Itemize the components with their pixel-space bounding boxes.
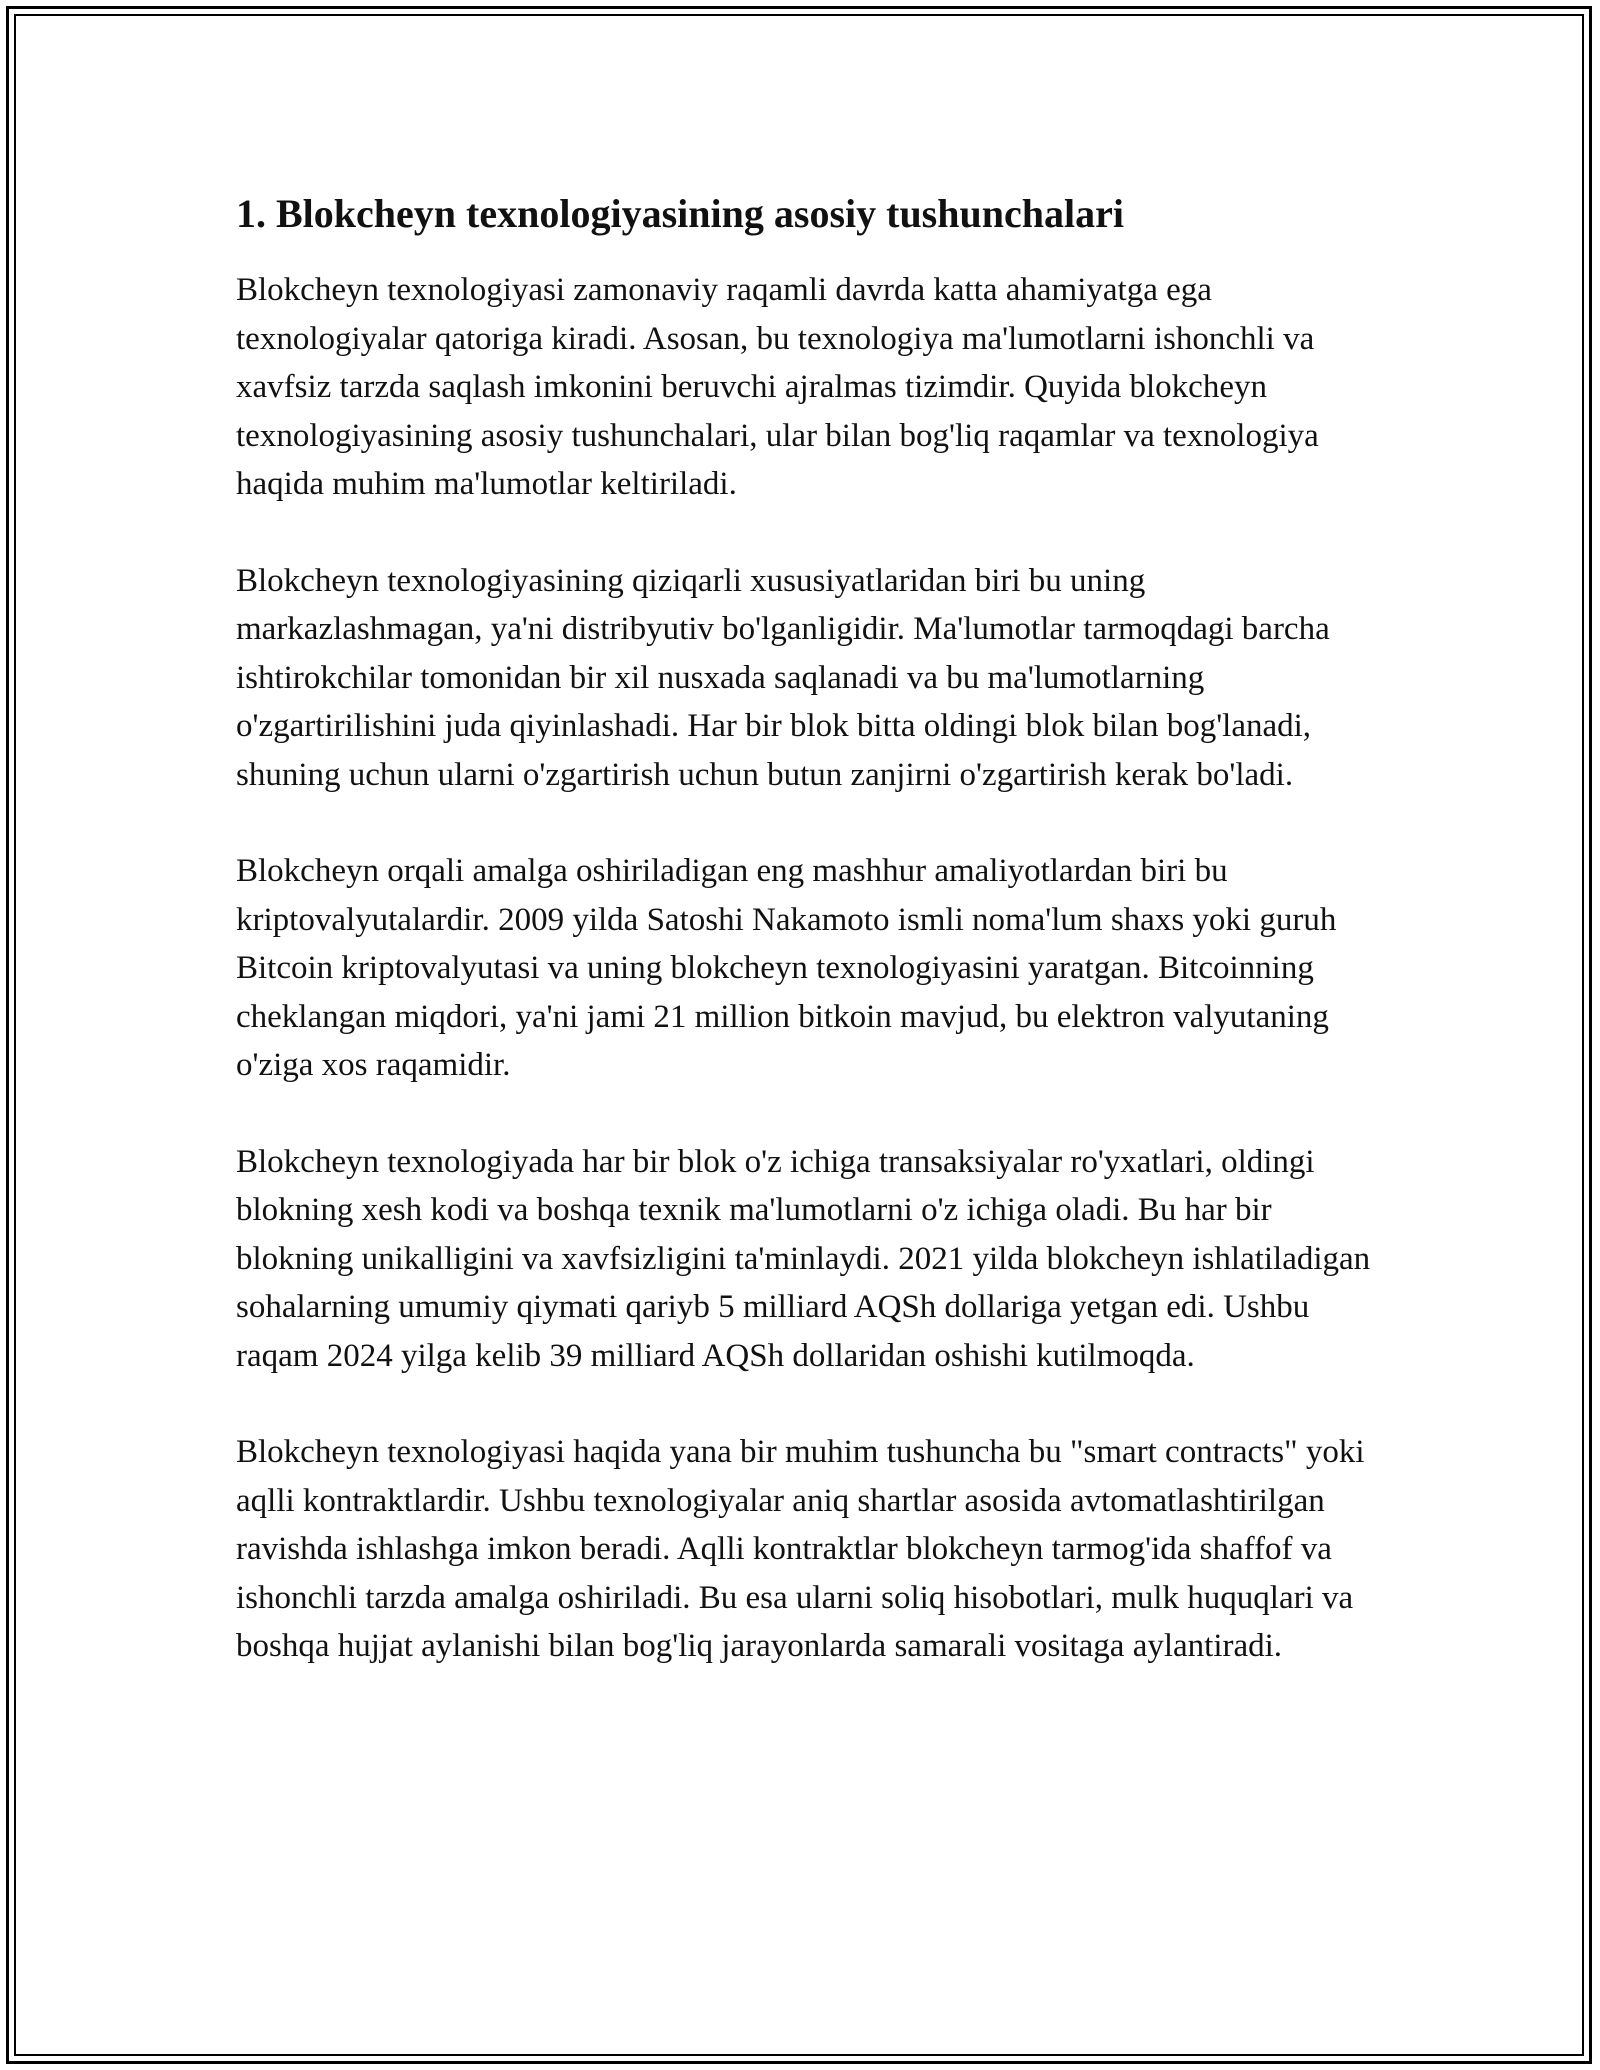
paragraph-smart-contracts: Blokcheyn texnologiyasi haqida yana bir muhim tushuncha bu "smart contracts" yoki aqlli kontraktlardir. Ushbu texnologiyalar aniq shartlar asosida avtomatlashtirilgan ravishda ishlashga imkon beradi. Aqlli kontraktlar blokcheyn tarmog'ida shaffof va ishonchli tarzda amalga oshiriladi. Bu esa ularni soliq hisobotlari, mulk huquqlari va boshqa hujjat aylanishi bilan bog'liq jarayonlarda samarali vositaga aylantiradi.	[236, 1434, 1365, 1664]
paragraph-block-structure: Blokcheyn texnologiyada har bir blok o'z ichiga transaksiyalar ro'yxatlari, oldingi blokning xesh kodi va boshqa texnik ma'lumotlarni o'z ichiga oladi. Bu har bir blokning unikalligini va xavfsizligini ta'minlaydi. 2021 yilda blokcheyn ishlatiladigan sohalarning umumiy qiymati qariyb 5 milliard AQSh dollariga yetgan edi. Ushbu raqam 2024 yilga kelib 39 milliard AQSh dollaridan oshishi kutilmoqda.	[236, 1143, 1371, 1374]
paragraph-intro: Blokcheyn texnologiyasi zamonaviy raqamli davrda katta ahamiyatga ega texnologiyalar qatoriga kiradi. Asosan, bu texnologiya ma'lumotlarni ishonchli va xavfsiz tarzda saqlash imkonini beruvchi ajralmas tizimdir. Quyida blokcheyn texnologiyasining asosiy tushunchalari, ular bilan bog'liq raqamlar va texnologiya haqida muhim ma'lumotlar keltiriladi.	[236, 272, 1319, 502]
paragraph-decentralization: Blokcheyn texnologiyasining qiziqarli xususiyatlaridan biri bu uning markazlashmagan, ya'ni distribyutiv bo'lganligidir. Ma'lumotlar tarmoqdagi barcha ishtirokchilar tomonidan bir xil nusxada saqlanadi va bu ma'lumotlarning o'zgartirilishini juda qiyinlashadi. Har bir blok bitta oldingi blok bilan bog'lanadi, shuning uchun ularni o'zgartirish uchun butun zanjirni o'zgartirish kerak bo'ladi.	[236, 562, 1330, 793]
document-body	[236, 186, 1376, 1719]
paragraph-cryptocurrency: Blokcheyn orqali amalga oshiriladigan eng mashhur amaliyotlardan biri bu kriptovalyutalardir. 2009 yilda Satoshi Nakamoto ismli noma'lum shaxs yoki guruh Bitcoin kriptovalyutasi va uning blokcheyn texnologiyasini yaratgan. Bitcoinning cheklangan miqdori, ya'ni jami 21 million bitkoin mavjud, bu elektron valyutaning o'ziga xos raqamidir.	[236, 853, 1337, 1083]
section-heading: 1. Blokcheyn texnologiyasining asosiy tushunchalari	[236, 191, 1124, 236]
